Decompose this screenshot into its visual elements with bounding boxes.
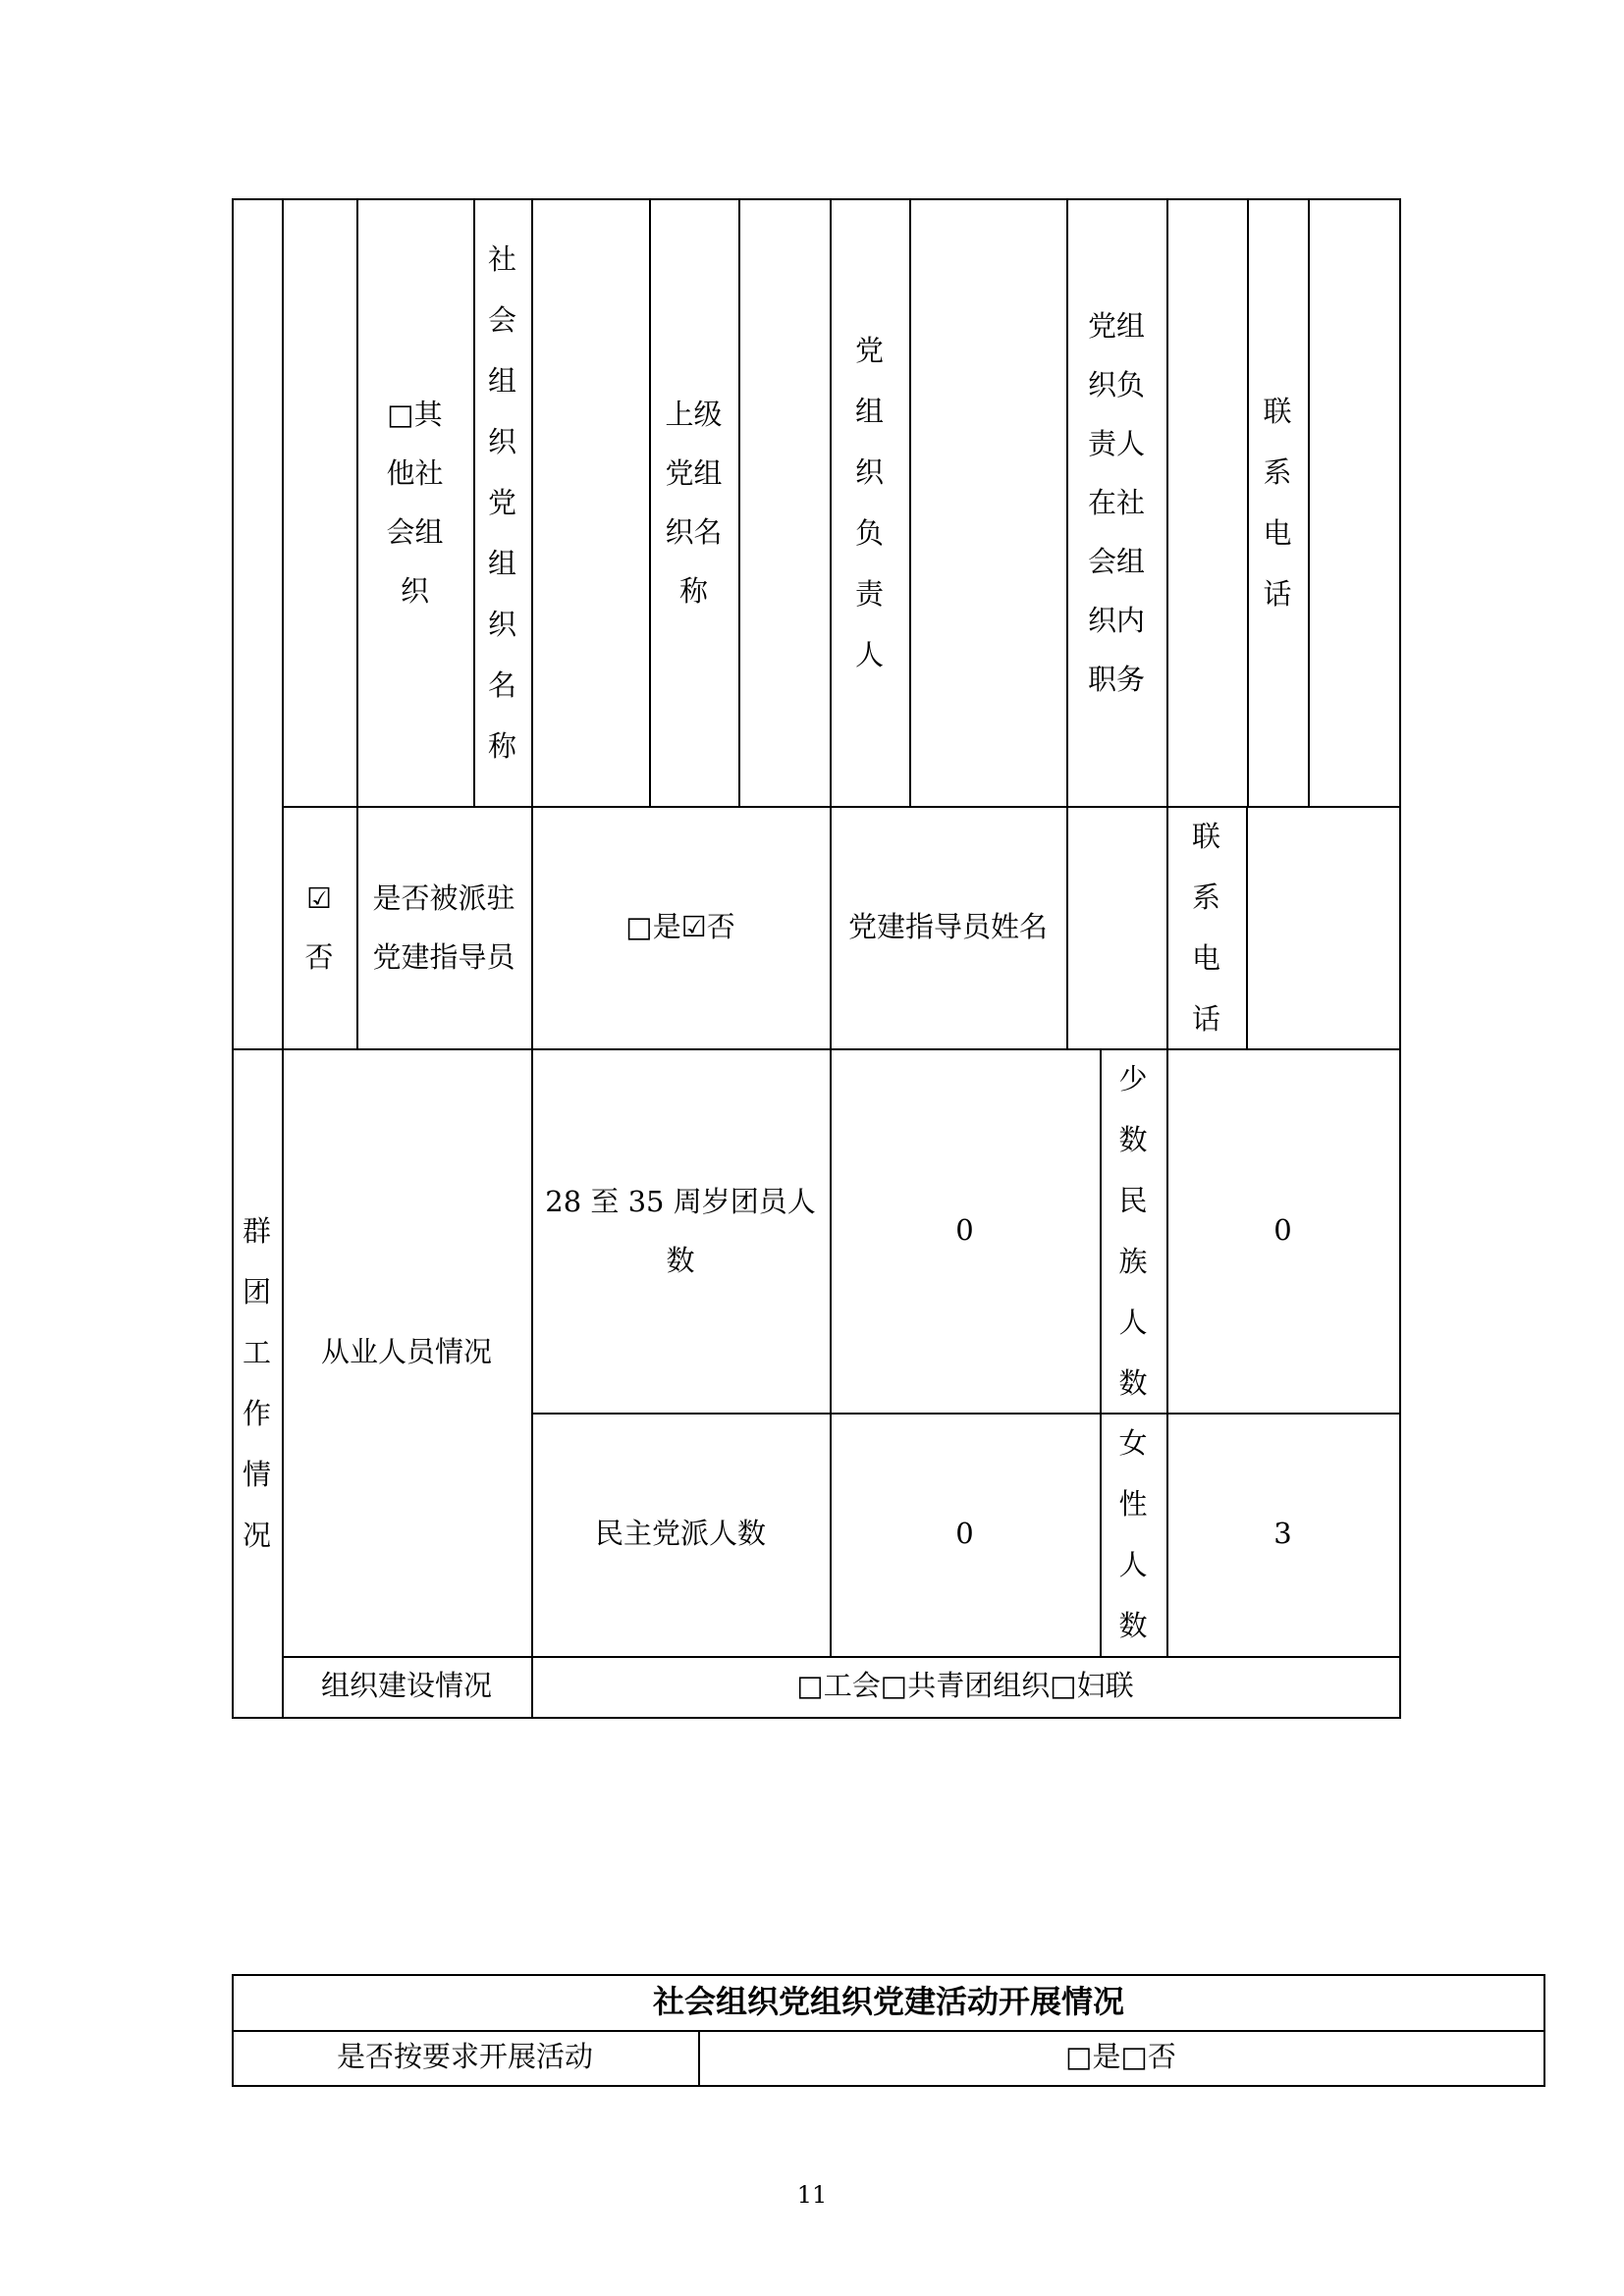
instructor-phone-label <box>1166 806 1246 1048</box>
no-checked-option <box>282 806 356 1048</box>
org-party-name-value <box>531 198 649 806</box>
other-social-org-text: □其 他社 会组 织 <box>386 397 444 608</box>
org-building-text: 组织建设情况 <box>320 1669 492 1703</box>
org-building-options-text: □工会□共青团组织□妇联 <box>796 1669 1134 1703</box>
party-leader-value <box>909 198 1066 806</box>
dispatched-options-text: □是☑否 <box>625 909 735 943</box>
dispatched-options <box>531 806 830 1048</box>
minority-count-text: 少 数 民 族 人 数 <box>1118 1061 1148 1400</box>
activity-question-label <box>232 2030 698 2085</box>
democratic-party-count-number: 0 <box>955 1517 974 1551</box>
page-number: 11 <box>796 2181 828 2209</box>
instructor-name-label <box>830 806 1066 1048</box>
democratic-party-count-label <box>531 1413 830 1656</box>
league-member-count-label <box>531 1048 830 1413</box>
party-and-mass-org-table <box>232 198 1401 1719</box>
staff-situation-text: 从业人员情况 <box>320 1334 492 1368</box>
other-social-org-option <box>356 198 473 806</box>
democratic-party-count-text: 民主党派人数 <box>594 1517 766 1551</box>
activity-table-title-text: 社会组织党组织党建活动开展情况 <box>652 1982 1124 2020</box>
contact-phone-label <box>1247 198 1308 806</box>
league-member-count-number: 0 <box>955 1212 974 1247</box>
dispatched-instructor-label <box>356 806 531 1048</box>
democratic-party-count-value <box>830 1413 1100 1656</box>
dispatched-instructor-text: 是否被派驻 党建指导员 <box>372 881 515 974</box>
leader-position-value <box>1166 198 1247 806</box>
female-count-value <box>1166 1413 1399 1656</box>
activity-options <box>698 2030 1543 2085</box>
instructor-phone-text: 联 系 电 话 <box>1191 819 1220 1036</box>
org-party-name-label <box>473 198 531 806</box>
league-member-count-text: 28 至 35 周岁团员人 数 <box>545 1184 816 1277</box>
party-leader-label <box>830 198 909 806</box>
female-count-label <box>1100 1413 1166 1656</box>
instructor-name-text: 党建指导员姓名 <box>847 909 1048 943</box>
minority-count-value <box>1166 1048 1399 1413</box>
superior-party-name-value <box>738 198 830 806</box>
activity-options-text: □是□否 <box>1065 2040 1176 2074</box>
mass-org-section-text: 群 团 工 作 情 况 <box>242 1213 271 1552</box>
leader-position-text: 党组 织负 责人 在社 会组 织内 职务 <box>1087 308 1145 696</box>
no-checked-text: ☑ 否 <box>304 881 334 974</box>
superior-party-name-text: 上级 党组 织名 称 <box>665 397 723 608</box>
org-building-label <box>282 1656 531 1717</box>
activity-question-text: 是否按要求开展活动 <box>336 2040 593 2074</box>
activity-table-title <box>232 1974 1545 2030</box>
female-count-number: 3 <box>1273 1517 1292 1551</box>
league-member-count-value <box>830 1048 1100 1413</box>
minority-count-label <box>1100 1048 1166 1413</box>
staff-situation-label <box>282 1048 531 1656</box>
minority-count-number: 0 <box>1273 1212 1292 1247</box>
leader-position-label <box>1066 198 1166 806</box>
female-count-text: 女 性 人 数 <box>1118 1426 1148 1642</box>
superior-party-name-label <box>649 198 738 806</box>
party-leader-text: 党 组 织 负 责 人 <box>854 333 884 671</box>
contact-phone-value <box>1308 198 1399 806</box>
party-activity-table <box>232 1974 1545 2087</box>
org-party-name-text: 社 会 组 织 党 组 织 名 称 <box>487 241 516 763</box>
org-building-options <box>531 1656 1399 1717</box>
mass-org-section-label <box>232 1048 282 1717</box>
instructor-phone-value <box>1246 806 1399 1048</box>
contact-phone-text: 联 系 电 话 <box>1263 394 1292 611</box>
instructor-name-value <box>1066 806 1166 1048</box>
